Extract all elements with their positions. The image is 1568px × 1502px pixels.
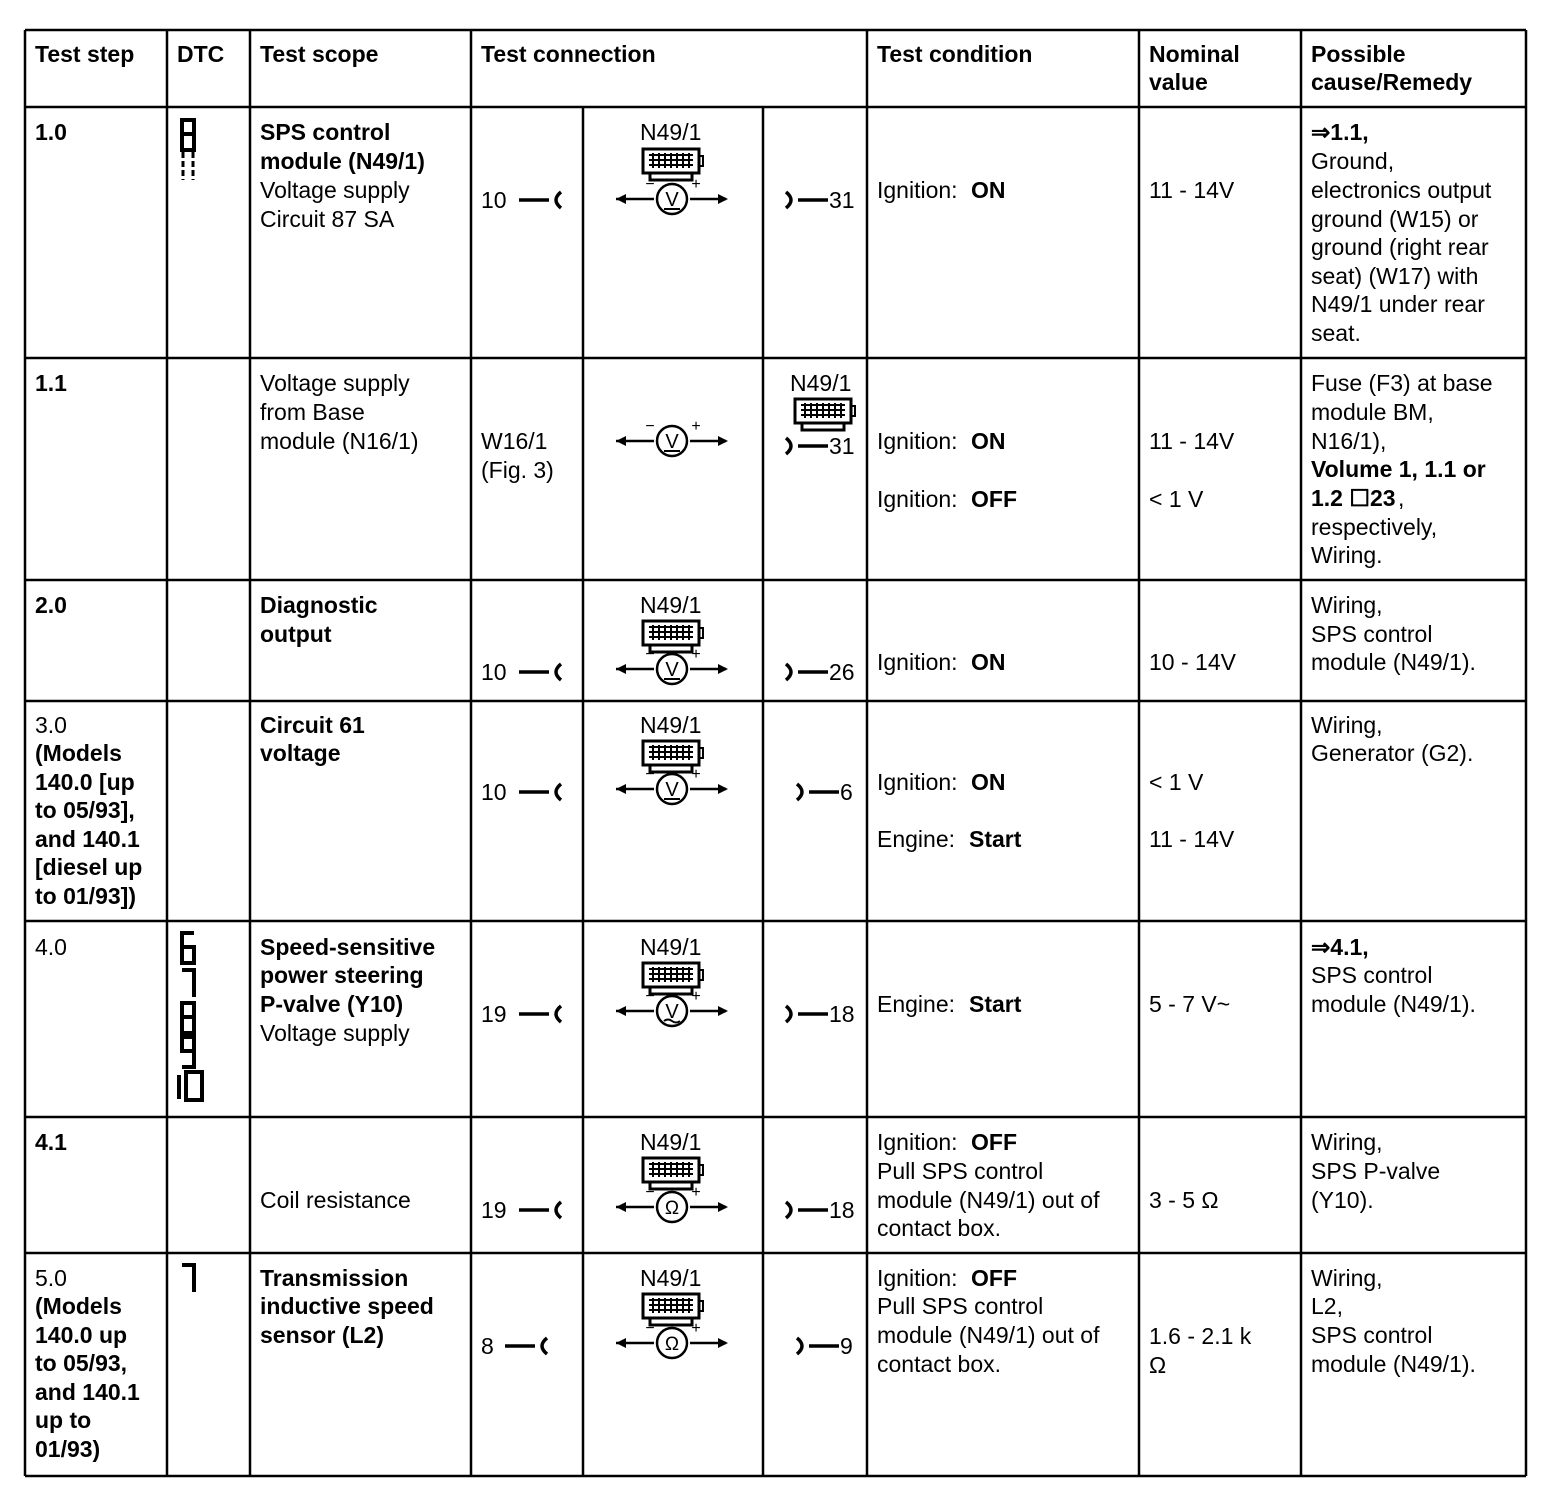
header-test-condition: Test condition: [877, 41, 1033, 67]
connection-right-pin: 31: [829, 187, 855, 213]
test-step-note: 140.0 up: [35, 1322, 128, 1348]
remedy-line: SPS P-valve: [1311, 1158, 1441, 1184]
scope-line: Speed-sensitive: [260, 934, 436, 960]
test-step-note: and 140.1: [35, 826, 140, 852]
plug-right-icon: [784, 660, 830, 684]
remedy-line: Wiring,: [1311, 1129, 1383, 1155]
remedy-line: Volume 1, 1.1 or: [1311, 456, 1486, 482]
condition-line: Pull SPS control: [877, 1158, 1044, 1184]
connection-left-pin: 10: [481, 659, 507, 685]
svg-text:−: −: [645, 768, 655, 783]
header-test-step: Test step: [35, 41, 135, 67]
plug-right-icon: [784, 434, 830, 458]
svg-text:−: −: [645, 1322, 655, 1337]
remedy-line: ground (W15) or: [1311, 206, 1479, 232]
nominal-value: 3 - 5 Ω: [1149, 1187, 1219, 1213]
condition-label: Ignition:: [877, 177, 958, 203]
condition-label: Ignition:: [877, 1129, 958, 1155]
remedy-line: module BM,: [1311, 399, 1434, 425]
meter-symbol: Ω: [664, 1334, 680, 1355]
test-step: 3.0: [35, 712, 67, 738]
remedy-line: respectively,: [1311, 514, 1438, 540]
scope-line: module (N16/1): [260, 428, 419, 454]
connection-right-pin: 26: [829, 659, 855, 685]
condition-label: Ignition:: [877, 769, 958, 795]
remedy-line: Wiring.: [1311, 542, 1383, 568]
condition-label: Ignition:: [877, 428, 958, 454]
plug-left-icon: [517, 780, 563, 804]
nominal-value: 10 - 14V: [1149, 649, 1236, 675]
condition-label: Ignition:: [877, 1265, 958, 1291]
dtc-code-8: [178, 118, 198, 152]
voltmeter-icon: [614, 648, 730, 686]
voltmeter-icon: [614, 768, 730, 806]
nominal-value: 11 - 14V: [1149, 177, 1235, 203]
module-label: N49/1: [640, 119, 702, 145]
remedy-line: module (N49/1).: [1311, 991, 1476, 1017]
plug-left-icon: [517, 1198, 563, 1222]
test-step: 5.0: [35, 1265, 67, 1291]
scope-line: output: [260, 621, 332, 647]
condition-value: Start: [969, 991, 1022, 1017]
test-step-note: up to: [35, 1407, 92, 1433]
remedy-line: N16/1),: [1311, 428, 1387, 454]
condition-line: module (N49/1) out of: [877, 1322, 1100, 1348]
scope-line: module (N49/1): [260, 148, 425, 174]
test-step-note: to 05/93],: [35, 797, 135, 823]
svg-text:+: +: [691, 1322, 701, 1337]
module-label: N49/1: [640, 1265, 702, 1291]
scope-line: Diagnostic: [260, 592, 378, 618]
condition-line: contact box.: [877, 1215, 1002, 1241]
dtc-code-11: [178, 150, 198, 184]
scope-line: P-valve (Y10): [260, 991, 404, 1017]
condition-value: OFF: [971, 1265, 1017, 1291]
svg-text:+: +: [691, 1186, 701, 1201]
dtc-code-7: [178, 1262, 198, 1296]
connection-right-pin: 6: [840, 779, 853, 805]
test-step-note: and 140.1: [35, 1379, 140, 1405]
meter-symbol: V: [665, 779, 679, 801]
condition-label: Ignition:: [877, 649, 958, 675]
plug-right-icon: [795, 1334, 841, 1358]
remedy-line: seat) (W17) with: [1311, 263, 1479, 289]
plug-left-icon: [517, 188, 563, 212]
remedy-line: Generator (G2).: [1311, 740, 1474, 766]
remedy-line: SPS control: [1311, 621, 1433, 647]
dtc-code-7: [178, 967, 198, 1001]
condition-value: ON: [971, 649, 1006, 675]
header-dtc: DTC: [177, 41, 225, 67]
condition-value: OFF: [971, 1129, 1017, 1155]
remedy-line: Wiring,: [1311, 712, 1383, 738]
remedy-line: module (N49/1).: [1311, 649, 1476, 675]
connection-left-pin: 10: [481, 187, 507, 213]
plug-left-icon: [517, 1002, 563, 1026]
plug-left-icon: [517, 660, 563, 684]
svg-text:−: −: [645, 420, 655, 435]
remedy-line: ground (right rear: [1311, 234, 1489, 260]
nominal-value: 11 - 14V: [1149, 826, 1235, 852]
condition-value: Start: [969, 826, 1022, 852]
remedy-line: seat.: [1311, 320, 1361, 346]
voltmeter-icon: [614, 178, 730, 216]
condition-value: ON: [971, 769, 1006, 795]
voltmeter-icon: [614, 990, 730, 1028]
remedy-line: SPS control: [1311, 962, 1433, 988]
scope-line: from Base: [260, 399, 365, 425]
meter-symbol: V: [665, 431, 679, 453]
module-label: N49/1: [640, 934, 702, 960]
condition-line: module (N49/1) out of: [877, 1187, 1100, 1213]
module-label: N49/1: [640, 592, 702, 618]
condition-label: Engine:: [877, 826, 956, 852]
dtc-code-10: [174, 1069, 208, 1103]
connection-left-pin: 8: [481, 1333, 494, 1359]
remedy-line: SPS control: [1311, 1322, 1433, 1348]
svg-text:+: +: [691, 648, 701, 663]
nominal-value: < 1 V: [1149, 486, 1204, 512]
connection-left-pin: 19: [481, 1001, 507, 1027]
voltmeter-icon: [614, 420, 730, 458]
svg-text:−: −: [645, 1186, 655, 1201]
scope-line: SPS control: [260, 119, 391, 145]
dtc-code-9: [178, 1035, 198, 1069]
connection-right-pin: 18: [829, 1001, 855, 1027]
scope-line: voltage: [260, 740, 341, 766]
plug-right-icon: [784, 188, 830, 212]
condition-value: OFF: [971, 486, 1017, 512]
test-step-note: to 01/93]): [35, 883, 136, 909]
svg-text:+: +: [691, 178, 701, 193]
plug-right-icon: [795, 780, 841, 804]
test-step-note: 140.0 [up: [35, 769, 135, 795]
module-label: N49/1: [640, 1129, 702, 1155]
connection-right-pin: 9: [840, 1333, 853, 1359]
remedy-line: module (N49/1).: [1311, 1351, 1476, 1377]
connection-right-pin: 18: [829, 1197, 855, 1223]
header-nominal-value: value: [1149, 69, 1208, 95]
scope-line: Circuit 87 SA: [260, 206, 395, 232]
module-label: N49/1: [640, 712, 702, 738]
svg-text:−: −: [645, 990, 655, 1005]
condition-value: ON: [971, 177, 1006, 203]
meter-symbol: V: [665, 1001, 679, 1023]
condition-line: contact box.: [877, 1351, 1002, 1377]
remedy-line: Wiring,: [1311, 592, 1383, 618]
remedy-line: ⇒1.1,: [1311, 119, 1369, 145]
nominal-value: Ω: [1149, 1352, 1167, 1378]
scope-line: inductive speed: [260, 1293, 434, 1319]
svg-text:−: −: [645, 648, 655, 663]
dtc-code-6: [178, 931, 198, 965]
condition-label: Ignition:: [877, 486, 958, 512]
test-step-note: to 05/93,: [35, 1350, 128, 1376]
test-step: 4.1: [35, 1129, 67, 1155]
svg-text:+: +: [691, 768, 701, 783]
nominal-value: 1.6 - 2.1 k: [1149, 1323, 1252, 1349]
condition-line: Pull SPS control: [877, 1293, 1044, 1319]
condition-value: ON: [971, 428, 1006, 454]
scope-line: sensor (L2): [260, 1322, 384, 1348]
plug-right-icon: [784, 1198, 830, 1222]
header-possible-cause: cause/Remedy: [1311, 69, 1473, 95]
condition-label: Engine:: [877, 991, 956, 1017]
remedy-line: Fuse (F3) at base: [1311, 370, 1493, 396]
test-step-note: [diesel up: [35, 854, 143, 880]
connection-left-pin: (Fig. 3): [481, 457, 554, 483]
scope-line: Transmission: [260, 1265, 409, 1291]
plug-right-icon: [784, 1002, 830, 1026]
scope-line: Voltage supply: [260, 1020, 410, 1046]
scope-line: Circuit 61: [260, 712, 365, 738]
scope-line: Voltage supply: [260, 177, 410, 203]
remedy-line: Ground,: [1311, 148, 1395, 174]
svg-text:+: +: [691, 990, 701, 1005]
nominal-value: 5 - 7 V~: [1149, 991, 1231, 1017]
remedy-line: N49/1 under rear: [1311, 291, 1485, 317]
connection-right-pin: 31: [829, 433, 855, 459]
remedy-line: Wiring,: [1311, 1265, 1383, 1291]
remedy-line: ,: [1398, 485, 1405, 511]
header-nominal-value: Nominal: [1149, 41, 1240, 67]
scope-line: Coil resistance: [260, 1187, 411, 1213]
meter-symbol: V: [665, 659, 679, 681]
nominal-value: < 1 V: [1149, 769, 1204, 795]
svg-text:+: +: [691, 420, 701, 435]
connection-left-pin: 19: [481, 1197, 507, 1223]
module-connector-icon: [640, 146, 704, 182]
test-step: 1.1: [35, 370, 67, 396]
dtc-code-8: [178, 1001, 198, 1035]
plug-left-icon: [503, 1334, 549, 1358]
remedy-line: 1.2 ☐23: [1311, 485, 1396, 511]
svg-text:−: −: [645, 178, 655, 193]
ohmmeter-icon: [614, 1186, 730, 1224]
connection-left-pin: W16/1: [481, 428, 548, 454]
remedy-line: electronics output: [1311, 177, 1492, 203]
meter-symbol: Ω: [664, 1198, 680, 1219]
header-test-scope: Test scope: [260, 41, 379, 67]
nominal-value: 11 - 14V: [1149, 428, 1235, 454]
remedy-line: ⇒4.1,: [1311, 934, 1369, 960]
test-step-note: (Models: [35, 740, 122, 766]
test-step: 1.0: [35, 119, 67, 145]
scope-line: power steering: [260, 962, 424, 988]
scope-line: Voltage supply: [260, 370, 410, 396]
connection-left-pin: 10: [481, 779, 507, 805]
test-step: 4.0: [35, 934, 67, 960]
module-label: N49/1: [790, 370, 852, 396]
ohmmeter-icon: [614, 1322, 730, 1360]
module-connector-icon: [792, 396, 856, 432]
test-step-note: (Models: [35, 1293, 122, 1319]
header-test-connection: Test connection: [481, 41, 656, 67]
meter-symbol: V: [665, 189, 679, 211]
remedy-line: L2,: [1311, 1293, 1343, 1319]
header-possible-cause: Possible: [1311, 41, 1406, 67]
test-step: 2.0: [35, 592, 67, 618]
remedy-line: (Y10).: [1311, 1187, 1374, 1213]
test-step-note: 01/93): [35, 1436, 101, 1462]
